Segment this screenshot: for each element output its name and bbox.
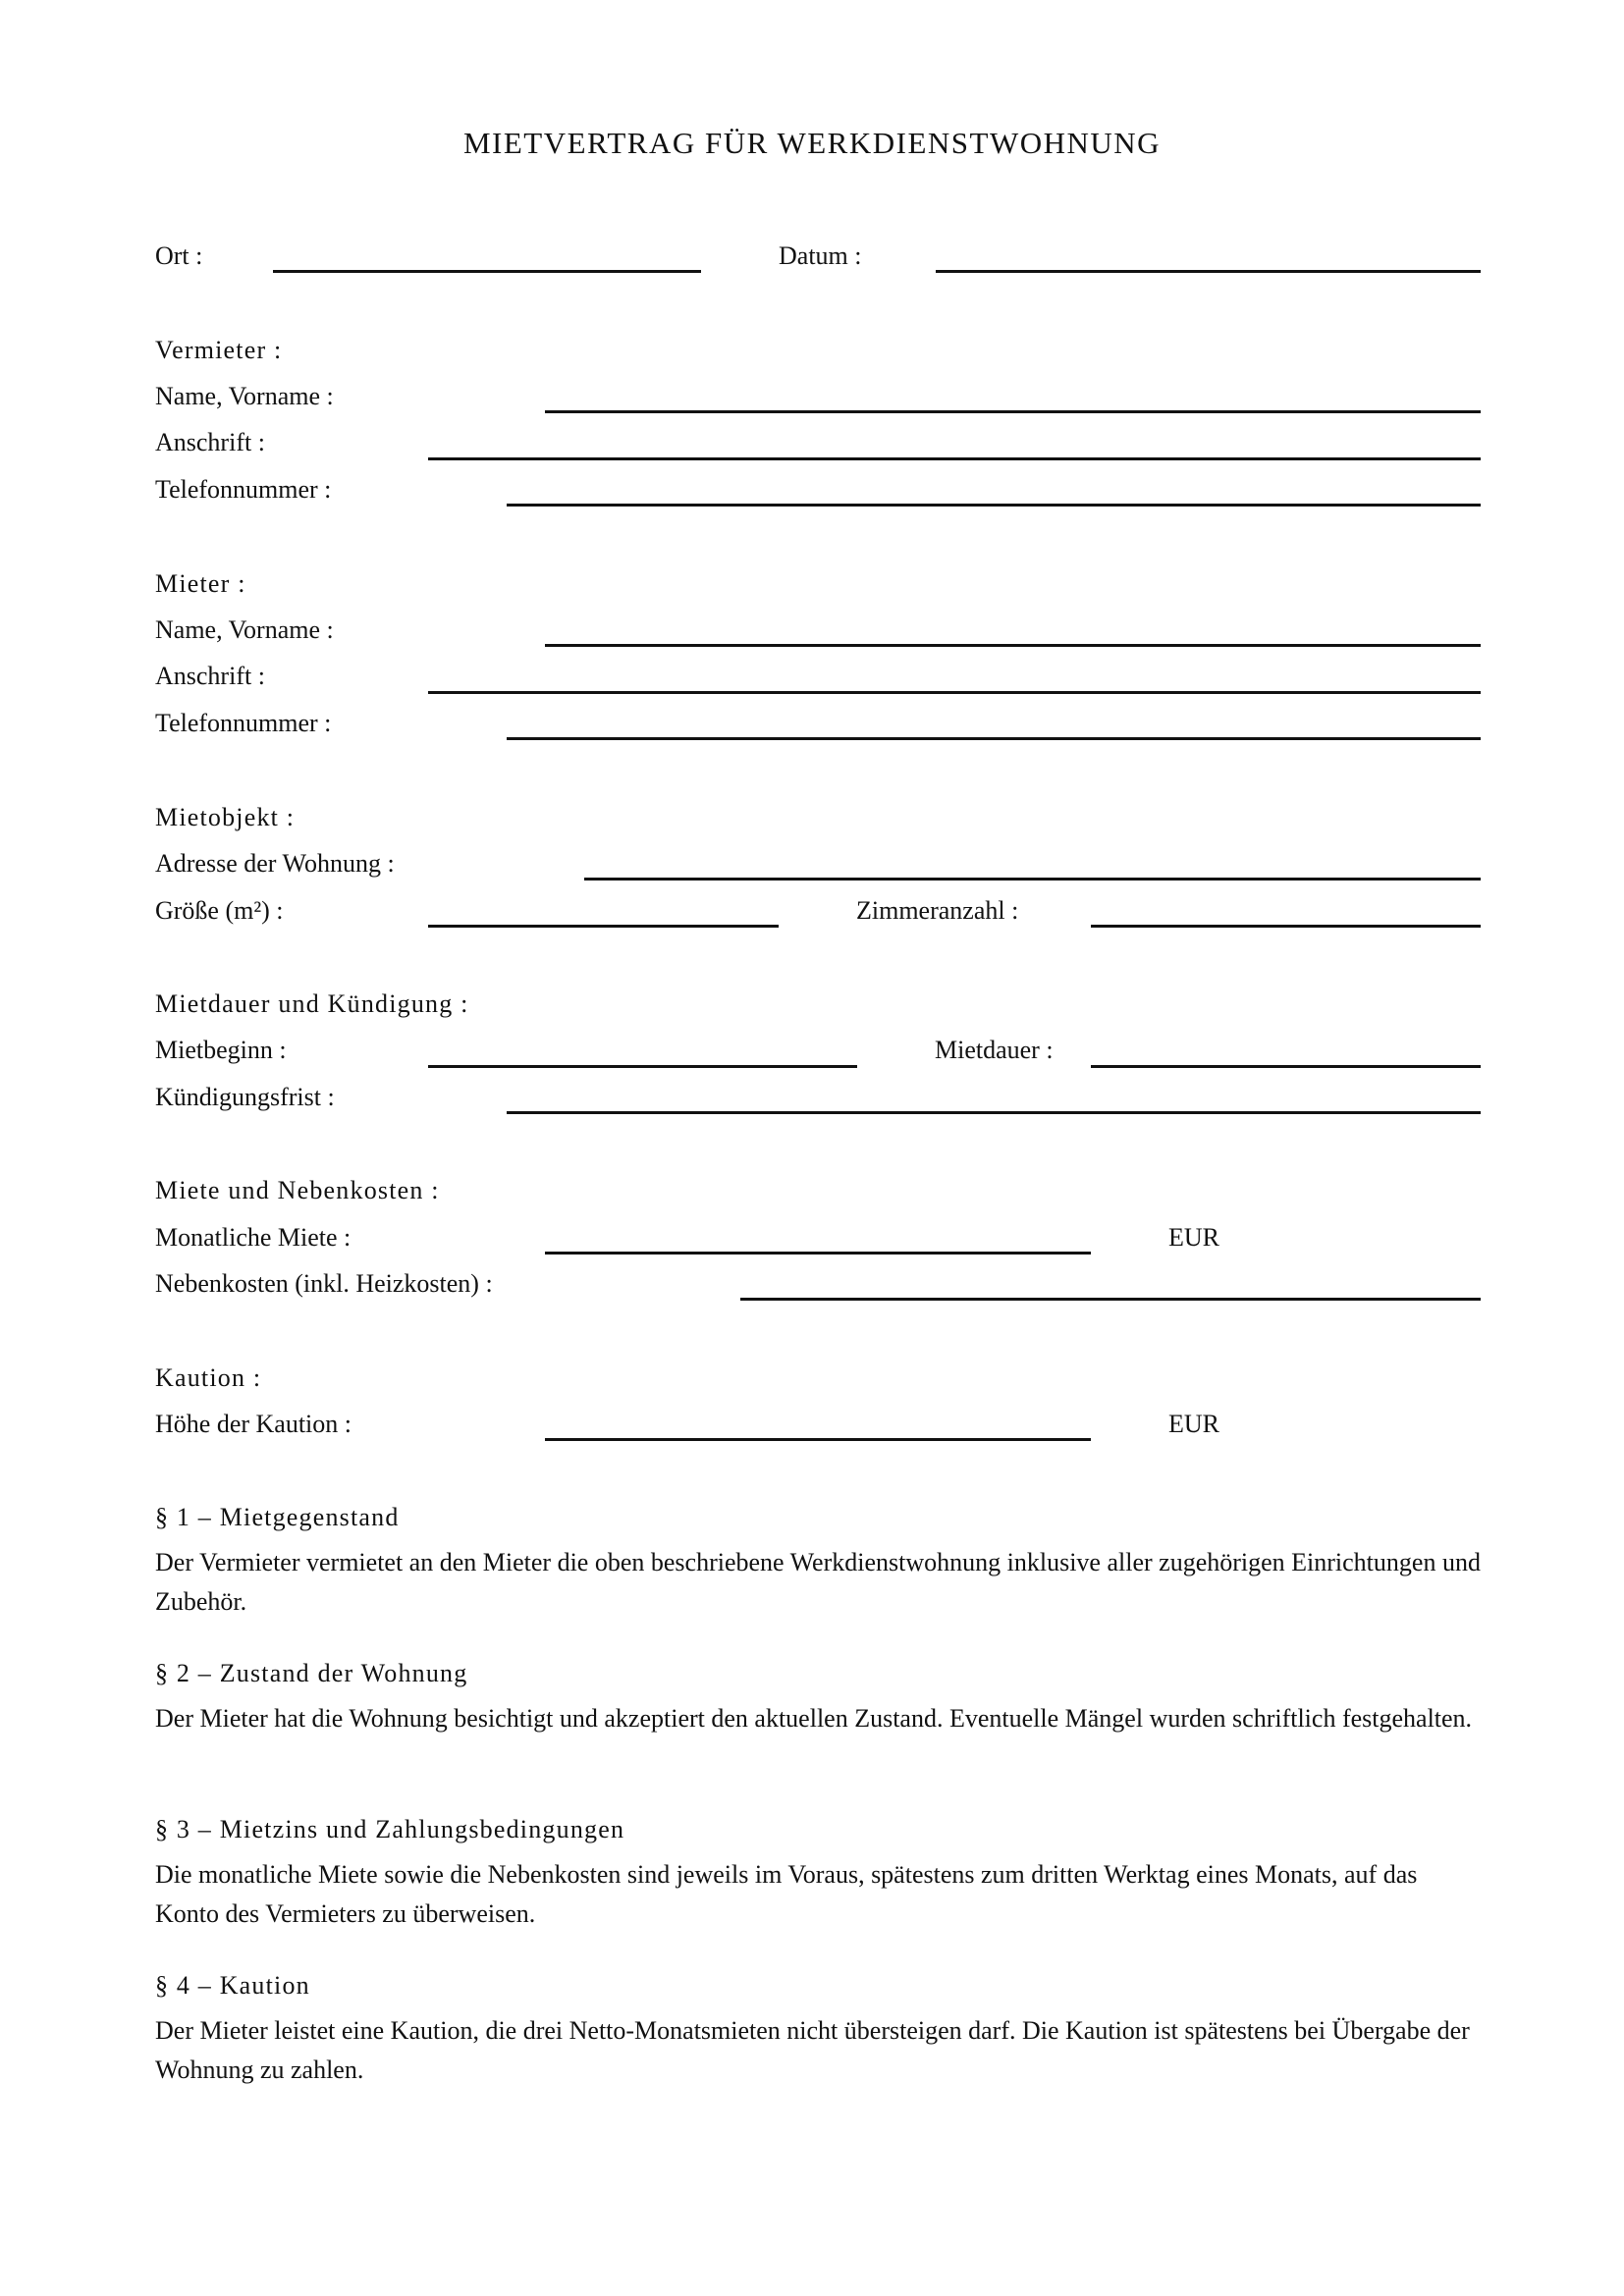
mietdauer-heading: Mietdauer und Kündigung : [155,989,469,1018]
mieter-name-label: Name, Vorname : [155,615,334,644]
vermieter-name-field[interactable] [545,410,1481,413]
extra-costs-label: Nebenkosten (inkl. Heizkosten) : [155,1269,493,1298]
section-3-heading: § 3 – Mietzins und Zahlungsbedingungen [155,1815,625,1843]
section-2-text: Der Mieter hat die Wohnung besichtigt und akzeptiert den aktuellen Zustand. Eventuelle Mängel wurden schriftlich festgehalten. [155,1704,1473,1733]
rooms-field[interactable] [1091,925,1481,928]
vermieter-heading: Vermieter : [155,336,283,364]
section-4-text: Der Mieter leistet eine Kaution, die drei Netto-Monatsmieten nicht übersteigen darf. Die Kaution ist spätestens bei Übergabe der Wohnung zu zahlen. [155,2016,1470,2084]
vermieter-phone-label: Telefonnummer : [155,475,332,504]
mieter-phone-label: Telefonnummer : [155,709,332,737]
extra-costs-field[interactable] [740,1298,1481,1301]
vermieter-address-field[interactable] [428,457,1481,460]
section-3-text: Die monatliche Miete sowie die Nebenkosten sind jeweils im Voraus, spätestens zum dritten Werktag eines Monats, auf das Konto des Vermieters zu überweisen. [155,1860,1418,1928]
duration-label: Mietdauer : [935,1036,1054,1064]
datum-label: Datum : [779,241,862,270]
rent-label: Monatliche Miete : [155,1223,352,1252]
section-1-text: Der Vermieter vermietet an den Mieter die oben beschriebene Werkdienstwohnung inklusive aller zugehörigen Einrichtungen und Zubehör. [155,1548,1481,1616]
kaution-amount-field[interactable] [545,1438,1091,1441]
document-title: MIETVERTRAG FÜR WERKDIENSTWOHNUNG [462,126,1162,160]
mieter-heading: Mieter : [155,569,246,598]
section-4-heading: § 4 – Kaution [155,1971,310,2000]
miete-heading: Miete und Nebenkosten : [155,1176,440,1204]
kaution-heading: Kaution : [155,1363,262,1392]
wohnung-address-label: Adresse der Wohnung : [155,849,395,878]
mieter-address-field[interactable] [428,691,1481,694]
ort-label: Ort : [155,241,203,270]
section-2-heading: § 2 – Zustand der Wohnung [155,1659,468,1687]
size-label: Größe (m²) : [155,896,284,925]
vermieter-address-label: Anschrift : [155,428,265,456]
mieter-address-label: Anschrift : [155,662,265,690]
vermieter-name-label: Name, Vorname : [155,382,334,410]
rent-currency: EUR [1168,1223,1219,1252]
kaution-currency: EUR [1168,1410,1219,1438]
vermieter-phone-field[interactable] [507,504,1481,507]
mietobjekt-heading: Mietobjekt : [155,803,296,831]
section-1-heading: § 1 – Mietgegenstand [155,1503,400,1531]
rent-field[interactable] [545,1252,1091,1255]
start-label: Mietbeginn : [155,1036,287,1064]
size-field[interactable] [428,925,779,928]
notice-field[interactable] [507,1111,1481,1114]
rooms-label: Zimmeranzahl : [856,896,1019,925]
start-field[interactable] [428,1065,857,1068]
notice-label: Kündigungsfrist : [155,1083,335,1111]
mieter-name-field[interactable] [545,644,1481,647]
wohnung-address-field[interactable] [584,878,1481,881]
kaution-amount-label: Höhe der Kaution : [155,1410,352,1438]
mieter-phone-field[interactable] [507,737,1481,740]
duration-field[interactable] [1091,1065,1481,1068]
datum-field[interactable] [936,270,1481,273]
ort-field[interactable] [273,270,701,273]
